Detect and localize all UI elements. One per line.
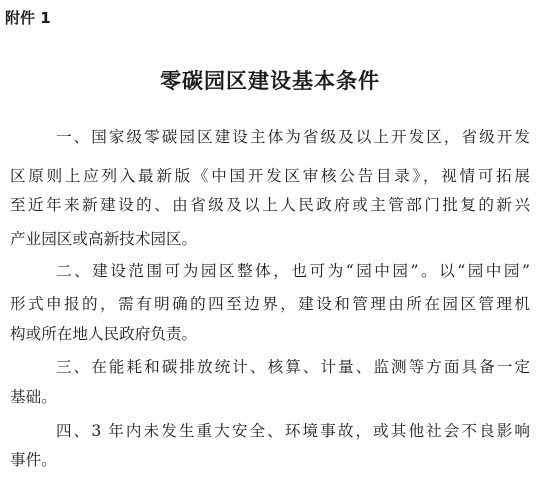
paragraph-2-line-2: 形式申报的，需有明确的四至边界，建设和管理由所在园区管理机 xyxy=(10,295,530,313)
paragraph-4-line-1: 四、3 年内未发生重大安全、环境事故，或其他社会不良影响 xyxy=(56,422,530,440)
attachment-label: 附件 1 xyxy=(5,9,51,27)
paragraph-3-line-1: 三、在能耗和碳排放统计、核算、计量、监测等方面具备一定 xyxy=(56,358,530,376)
paragraph-1-line-4: 产业园区或高新技术园区。 xyxy=(10,230,198,248)
paragraph-2-line-1: 二、建设范围可为园区整体，也可为“园中园”。以“园中园” xyxy=(56,262,530,280)
paragraph-2-line-3: 构或所在地人民政府负责。 xyxy=(10,325,198,343)
document-title: 零碳园区建设基本条件 xyxy=(160,68,380,93)
paragraph-1-line-3: 至近年来新建设的、由省级及以上人民政府或主管部门批复的新兴 xyxy=(10,196,530,214)
paragraph-1-line-2: 区原则上应列入最新版《中国开发区审核公告目录》，视情可拓展 xyxy=(10,167,530,185)
paragraph-4-line-2: 事件。 xyxy=(10,451,57,469)
paragraph-1-line-1: 一、国家级零碳园区建设主体为省级及以上开发区，省级开发 xyxy=(56,128,530,146)
paragraph-3-line-2: 基础。 xyxy=(10,388,57,406)
